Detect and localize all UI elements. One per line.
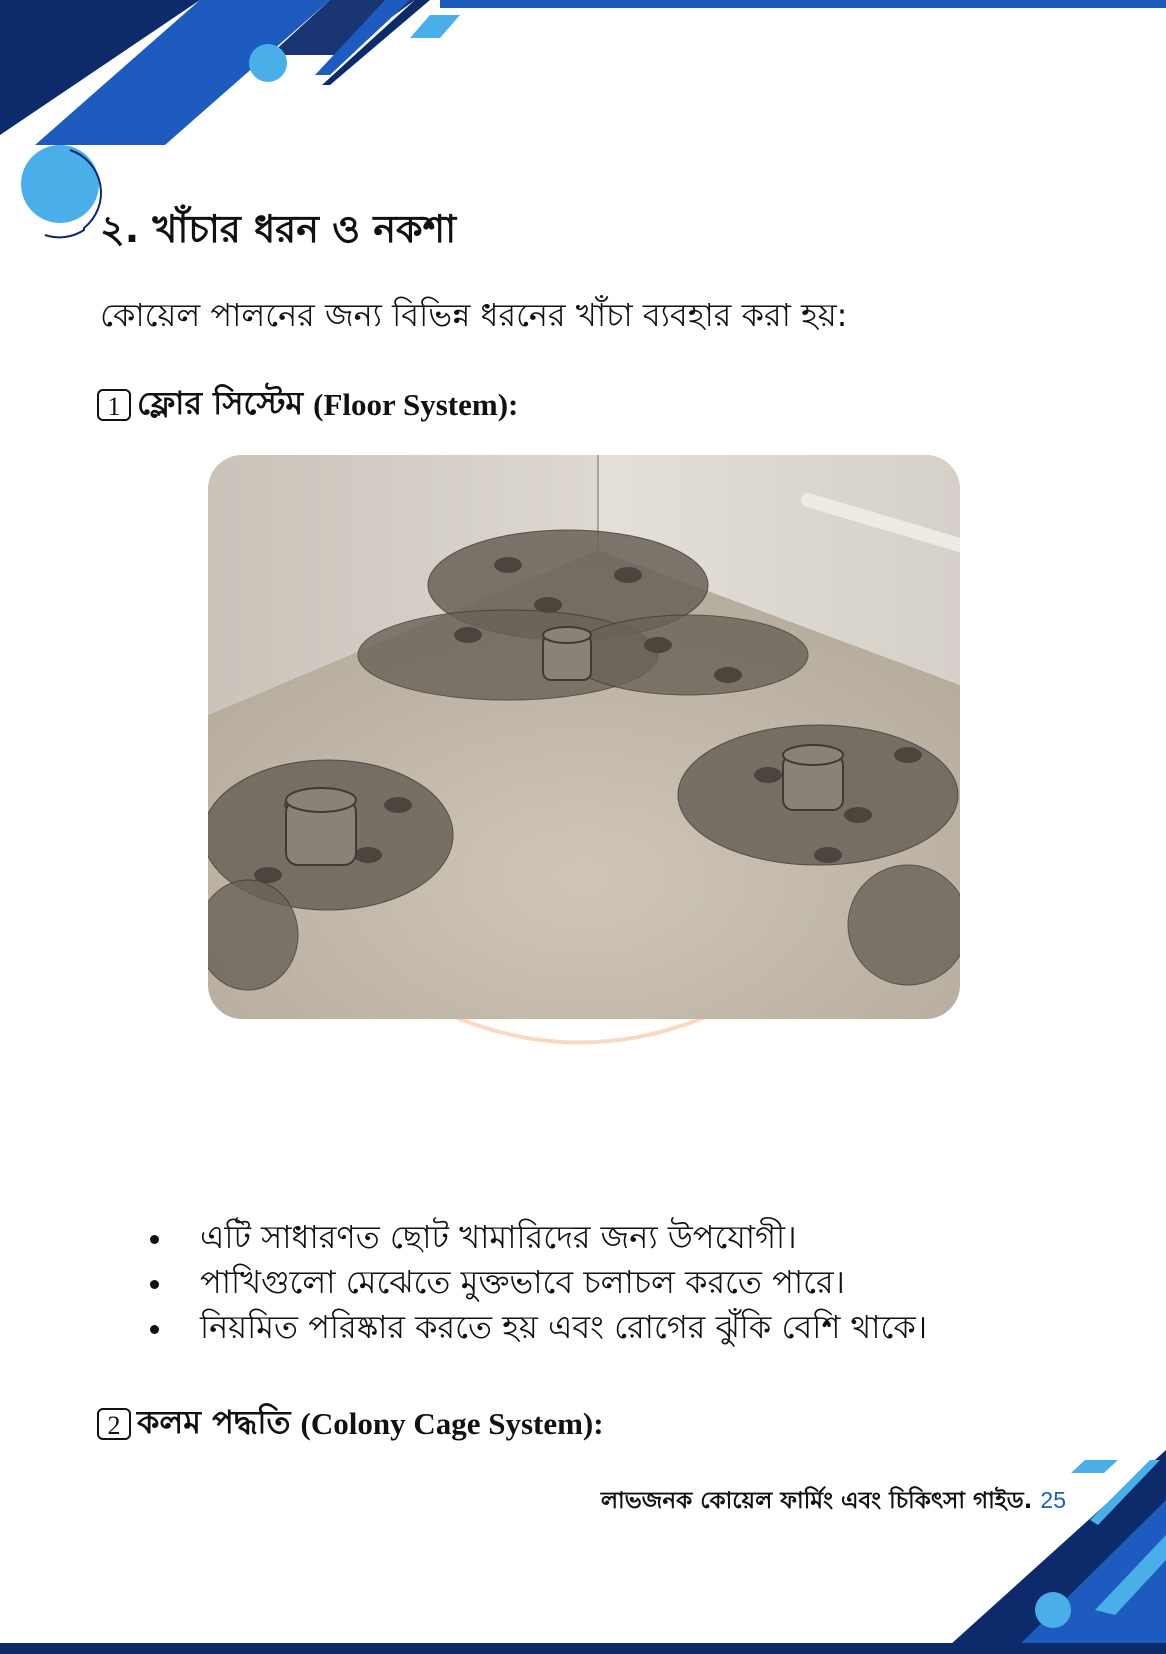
subheading-bn: কলম পদ্ধতি xyxy=(137,1403,291,1441)
list-item-text: এটি সাধারণত ছোট খামারিদের জন্য উপযোগী। xyxy=(200,1218,797,1256)
subheading-en: (Colony Cage System): xyxy=(300,1406,604,1441)
floor-system-photo xyxy=(208,455,960,1019)
subheading-colony-cage-system xyxy=(97,1397,604,1451)
bottom-bar xyxy=(0,1643,1166,1654)
subheading-bn: ফ্লোর সিস্টেম xyxy=(137,384,304,422)
page-number: 25 xyxy=(1040,1487,1066,1513)
intro-text: কোয়েল পালনের জন্য বিভিন্ন ধরনের খাঁচা ব্যবহার করা হয়: xyxy=(100,296,848,334)
section-heading: ২. খাঁচার ধরন ও নকশা xyxy=(100,207,457,251)
list-item-text: নিয়মিত পরিষ্কার করতে হয় এবং রোগের ঝুঁকি বেশি থাকে। xyxy=(200,1308,928,1346)
list-item xyxy=(150,1305,927,1350)
list-item-text: পাখিগুলো মেঝেতে মুক্তভাবে চলাচল করতে পারে। xyxy=(200,1263,846,1301)
top-right-bar xyxy=(440,0,1166,8)
quail-floor-illustration xyxy=(208,455,960,1019)
page-footer xyxy=(601,1482,1066,1521)
footer-book-title: লাভজনক কোয়েল ফার্মিং এবং চিকিৎসা গাইড. xyxy=(600,1488,1033,1514)
subheading-en: (Floor System): xyxy=(313,387,519,422)
number-box: 1 xyxy=(97,389,131,421)
bottom-right-dot xyxy=(1035,1592,1071,1628)
list-item xyxy=(150,1260,927,1305)
subheading-floor-system xyxy=(97,378,518,432)
bullet-icon xyxy=(150,1280,159,1289)
top-left-light-bar xyxy=(410,15,460,38)
bottom-right-light-bar xyxy=(1071,1460,1118,1473)
floor-system-points xyxy=(150,1215,927,1350)
top-left-dot xyxy=(249,44,287,82)
bullet-icon xyxy=(150,1235,159,1244)
bullet-icon xyxy=(150,1325,159,1334)
number-box: 2 xyxy=(97,1408,131,1440)
watermark-arc xyxy=(450,1015,710,1043)
heading-bubble xyxy=(21,145,99,223)
list-item xyxy=(150,1215,927,1260)
